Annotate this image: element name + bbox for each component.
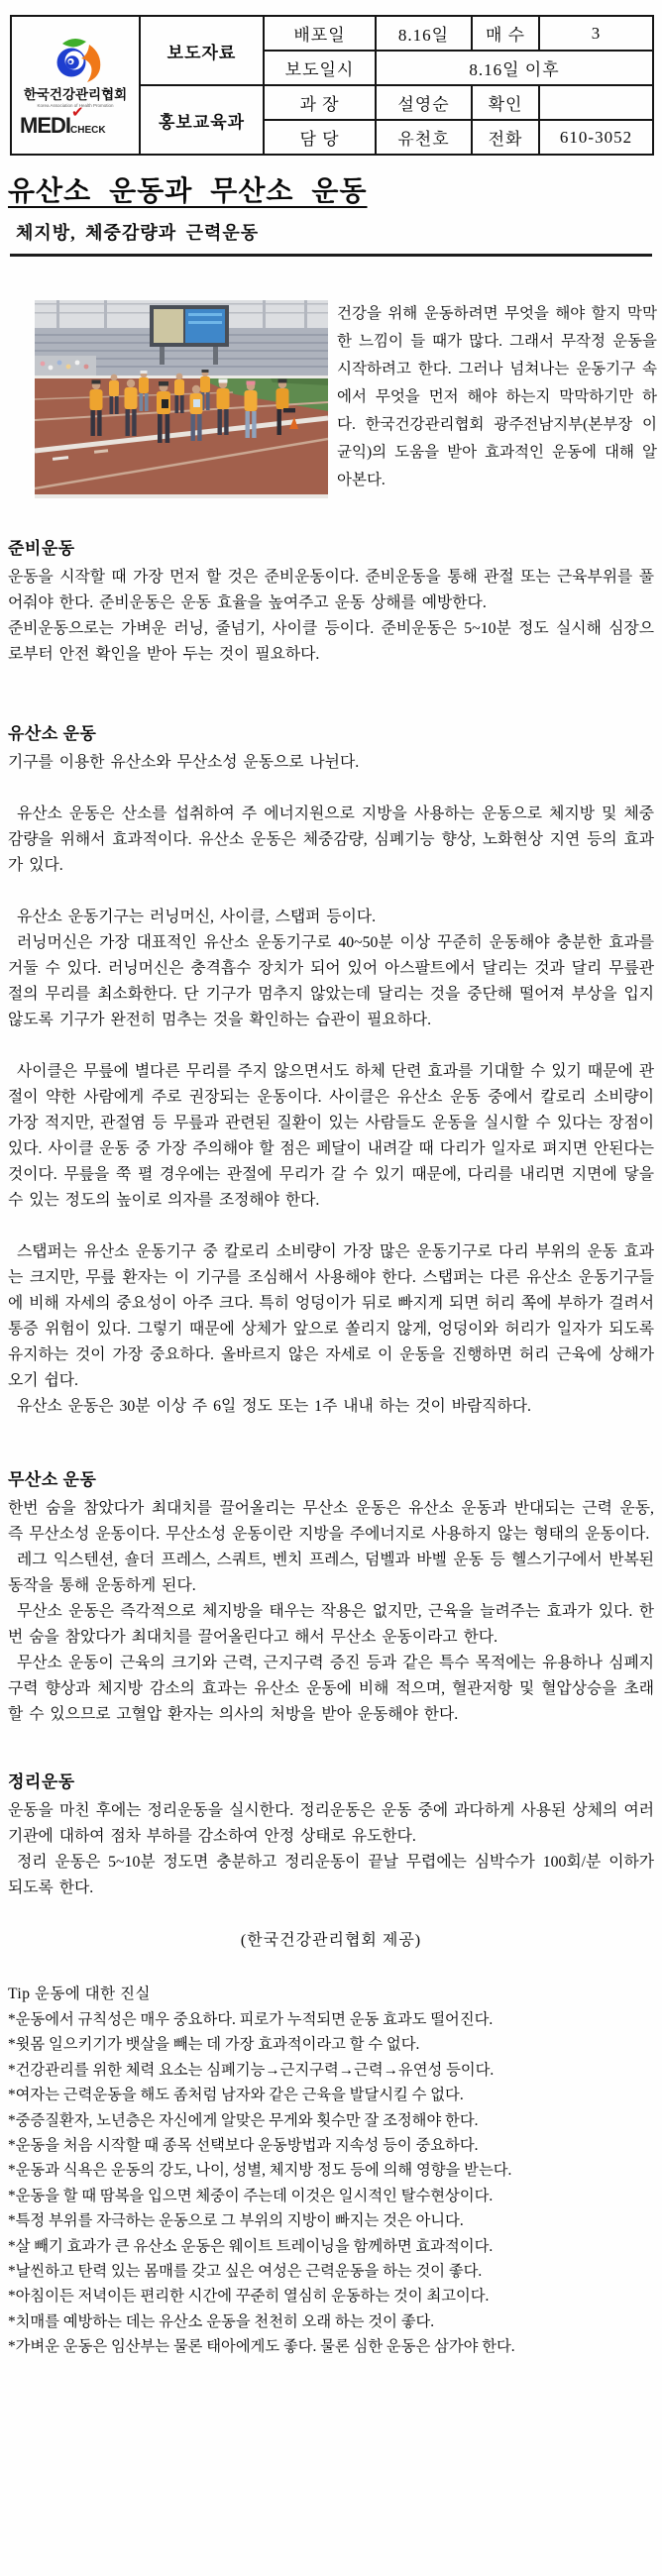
paragraph: 운동을 마친 후에는 정리운동을 실시한다. 정리운동은 운동 중에 과다하게 사용된 상체의 여러 기관에 대하여 점차 부하를 감소하여 안정 상태로 유도한다. xyxy=(8,1802,654,1845)
section-anaerobic xyxy=(8,1465,654,1728)
intro-paragraph: 건강을 위해 운동하려면 무엇을 해야 할지 막막한 느낌이 들 때가 많다. 그래서 무작정 운동을 시작하려고 한다. 그러나 넘쳐나는 운동기구 속에서 무엇을 먼저 해야 하는지 막막하기만 하다. 한국건강관리협회 광주전남지부(본부장 이균익)의 도움을 받아 효과적인 운동에 대해 알아본다. xyxy=(337,305,657,488)
paragraph: 준비운동으로는 가벼운 러닝, 줄넘기, 사이클 등이다. 준비운동은 5~10분 정도 실시해 심장으로부터 안전 확인을 받아 두는 것이 필요하다. xyxy=(8,620,654,663)
tip-item: *중증질환자, 노년층은 자신에게 알맞은 무게와 횟수만 잘 조정해야 한다. xyxy=(8,2111,479,2129)
contact-label: 담 당 xyxy=(264,120,376,155)
tips-section xyxy=(8,1982,654,2360)
section-heading: 정리운동 xyxy=(8,1772,75,1791)
paragraph: 사이클은 무릎에 별다른 무리를 주지 않으면서도 하체 단련 효과를 기대할 수 있기 때문에 관절이 약한 사람에게 주로 권장되는 운동이다. 사이클은 유산소 운동 중에서 칼로리 소비량이 가장 적지만, 관절염 등 무릎과 관련된 질환이 있는 사람들도 운동을 실시할 수 있다는 장점이 있다. 사이클 운동 중 가장 주의해야 할 점은 페달이 내려갈 때 다리가 일자로 펴지면 안된다는 것이다. 무릎을 쭉 펼 경우에는 관절에 무리가 갈 수 있기 때문에, 다리를 내리면 지면에 닿을 수 있는 정도의 높이로 의자를 조정해야 한다. xyxy=(8,1063,654,1209)
section-heading: 유산소 운동 xyxy=(8,724,97,743)
paragraph: 유산소 운동기구는 러닝머신, 사이클, 스탭퍼 등이다. xyxy=(17,909,377,925)
header-table xyxy=(10,15,654,156)
manager-value: 설영순 xyxy=(376,85,472,120)
dist-date-value: 8.16일 xyxy=(376,16,472,51)
tip-item: *가벼운 운동은 임산부는 물론 태아에게도 좋다. 물론 심한 운동은 삼가야 한다. xyxy=(8,2338,515,2356)
release-date-label: 보도일시 xyxy=(264,51,376,85)
section-heading: 준비운동 xyxy=(8,539,75,558)
paragraph: 무산소 운동은 즉각적으로 체지방을 태우는 작용은 없지만, 근육을 늘려주는 효과가 있다. 한번 숨을 참았다가 최대치를 끌어올린다고 해서 무산소 운동이라고 한다. xyxy=(8,1603,654,1646)
intro-block xyxy=(35,300,657,498)
paragraph: 운동을 시작할 때 가장 먼저 할 것은 준비운동이다. 준비운동을 통해 관절 또는 근육부위를 풀어줘야 한다. 준비운동은 운동 효율을 높여주고 운동 상해를 예방한다. xyxy=(8,569,654,611)
tip-item: *윗몸 일으키기가 뱃살을 빼는 데 가장 효과적이라고 할 수 없다. xyxy=(8,2036,420,2054)
red-check-icon: ✔ xyxy=(71,104,84,121)
tip-item: *운동과 식욕은 운동의 강도, 나이, 성별, 체지방 정도 등에 의해 영향을 받는다. xyxy=(8,2162,512,2180)
copies-label: 매 수 xyxy=(472,16,539,51)
manager-label: 과 장 xyxy=(264,85,376,120)
paragraph: 러닝머신은 가장 대표적인 유산소 운동기구로 40~50분 이상 꾸준히 운동해야 충분한 효과를 거둘 수 있다. 러닝머신은 충격흡수 장치가 되어 있어 아스팔트에서 달리는 것과 달리 무릎관절의 무리를 최소화한다. 단 기구가 멈추지 않았는데 달리는 것을 중단해 떨어져 부상을 입지 않도록 기구가 완전히 멈추는 것을 확인하는 습관이 필요하다. xyxy=(8,934,654,1028)
paragraph: 정리 운동은 5~10분 정도면 충분하고 정리운동이 끝날 무렵에는 심박수가 100회/분 이하가 되도록 한다. xyxy=(8,1854,654,1896)
credit-line: (한국건강관리협회 제공) xyxy=(240,1932,422,1949)
dept-cell: 홍보교육과 xyxy=(140,85,264,155)
tip-item: *특정 부위를 자극하는 운동으로 그 부위의 지방이 빠지는 것은 아니다. xyxy=(8,2212,464,2230)
section-cooldown xyxy=(8,1768,654,1901)
tip-item: *살 빼기 효과가 큰 유산소 운동은 웨이트 트레이닝을 함께하면 효과적이다. xyxy=(8,2237,494,2255)
phone-value: 610-3052 xyxy=(539,120,653,155)
tip-item: *치매를 예방하는 데는 유산소 운동을 천천히 오래 하는 것이 좋다. xyxy=(8,2312,435,2330)
stadium-photo xyxy=(35,300,328,498)
tip-item: *운동을 할 때 땀복을 입으면 체중이 주는데 이것은 일시적인 탈수현상이다. xyxy=(8,2187,494,2204)
contact-value: 유천호 xyxy=(376,120,472,155)
paragraph: 기구를 이용한 유산소와 무산소성 운동으로 나뉜다. xyxy=(8,754,360,771)
org-logo-cell xyxy=(11,16,140,155)
tips-title: Tip 운동에 대한 진실 xyxy=(8,1986,151,2002)
org-name: 한국건강관리협회 xyxy=(23,87,128,102)
dist-date-label: 배포일 xyxy=(264,16,376,51)
tip-item: *아침이든 저녁이든 편리한 시간에 꾸준히 열심히 운동하는 것이 최고이다. xyxy=(8,2288,490,2306)
section-heading: 무산소 운동 xyxy=(8,1470,97,1489)
section-aerobic xyxy=(8,719,654,1420)
doc-type-cell: 보도자료 xyxy=(140,16,264,85)
medicheck-check-text: CHECK xyxy=(70,125,106,136)
paragraph: 유산소 운동은 산소를 섭취하여 주 에너지원으로 지방을 사용하는 운동으로 체지방 및 체중감량을 위해서 효과적이다. 유산소 운동은 체중감량, 심폐기능 향상, 노화현상 지연 등의 효과가 있다. xyxy=(8,805,654,874)
paragraph: 스탭퍼는 유산소 운동기구 중 칼로리 소비량이 가장 많은 운동기구로 다리 부위의 운동 효과는 크지만, 무릎 환자는 이 기구를 조심해서 사용해야 한다. 스탭퍼는 다른 유산소 운동기구들에 비해 자세의 중요성이 아주 크다. 특히 엉덩이가 뒤로 빠지게 되면 허리 쪽에 부하가 걸려서 통증 위험이 있다. 그렇기 때문에 상체가 앞으로 쏠리지 않게, 엉덩이와 허리가 일자가 되도록 유지하는 것이 가장 중요하다. 올바르지 않은 자세로 이 운동을 진행하면 허리 근육에 상해가 오기 쉽다. xyxy=(8,1243,654,1389)
tip-item: *날씬하고 탄력 있는 몸매를 갖고 싶은 여성은 근력운동을 하는 것이 좋다. xyxy=(8,2263,483,2281)
paragraph: 레그 익스텐션, 숄더 프레스, 스쿼트, 벤치 프레스, 덤벨과 바벨 운동 등 헬스기구에서 반복된 동작을 통해 운동하게 된다. xyxy=(8,1552,654,1594)
org-subtitle: Korea Association of Health Promotion xyxy=(37,103,114,109)
paragraph: 무산소 운동이 근육의 크기와 근력, 근지구력 증진 등과 같은 특수 목적에는 유용하나 심폐지구력 향상과 체지방 감소의 효과는 유산소 운동에 비해 적으며, 혈관저항 및 혈압상승을 초래할 수 있으므로 고혈압 환자는 의사의 처방을 받아 운동해야 한다. xyxy=(8,1655,654,1723)
paragraph: 유산소 운동은 30분 이상 주 6일 정도 또는 1주 내내 하는 것이 바람직하다. xyxy=(17,1398,531,1415)
copies-value: 3 xyxy=(539,16,653,51)
subtitle-rule xyxy=(10,219,652,257)
tip-item: *운동을 처음 시작할 때 종목 선택보다 운동방법과 지속성 등이 중요하다. xyxy=(8,2137,479,2155)
phone-label: 전화 xyxy=(472,120,539,155)
tip-item: *건강관리를 위한 체력 요소는 심폐기능→근지구력→근력→유연성 등이다. xyxy=(8,2061,495,2079)
page-subtitle: 체지방, 체중감량과 근력운동 xyxy=(16,223,260,243)
tip-item: *운동에서 규칙성은 매우 중요하다. 피로가 누적되면 운동 효과도 떨어진다. xyxy=(8,2011,494,2028)
release-date-value: 8.16일 이후 xyxy=(376,51,653,85)
confirm-value xyxy=(539,85,653,120)
paragraph: 한번 숨을 참았다가 최대치를 끌어올리는 무산소 운동은 유산소 운동과 반대되는 근력 운동, 즉 무산소성 운동이다. 무산소성 운동이란 지방을 주에너지로 사용하지 않는 형태의 운동이다. xyxy=(8,1500,654,1543)
confirm-label: 확인 xyxy=(472,85,539,120)
tip-item: *여자는 근력운동을 해도 좀처럼 남자와 같은 근육을 발달시킬 수 없다. xyxy=(8,2087,464,2104)
medicheck-medi-text: MEDI xyxy=(20,113,70,138)
section-warmup xyxy=(8,534,654,668)
org-logo-icon xyxy=(14,34,137,83)
page-title: 유산소 운동과 무산소 운동 xyxy=(8,176,368,207)
